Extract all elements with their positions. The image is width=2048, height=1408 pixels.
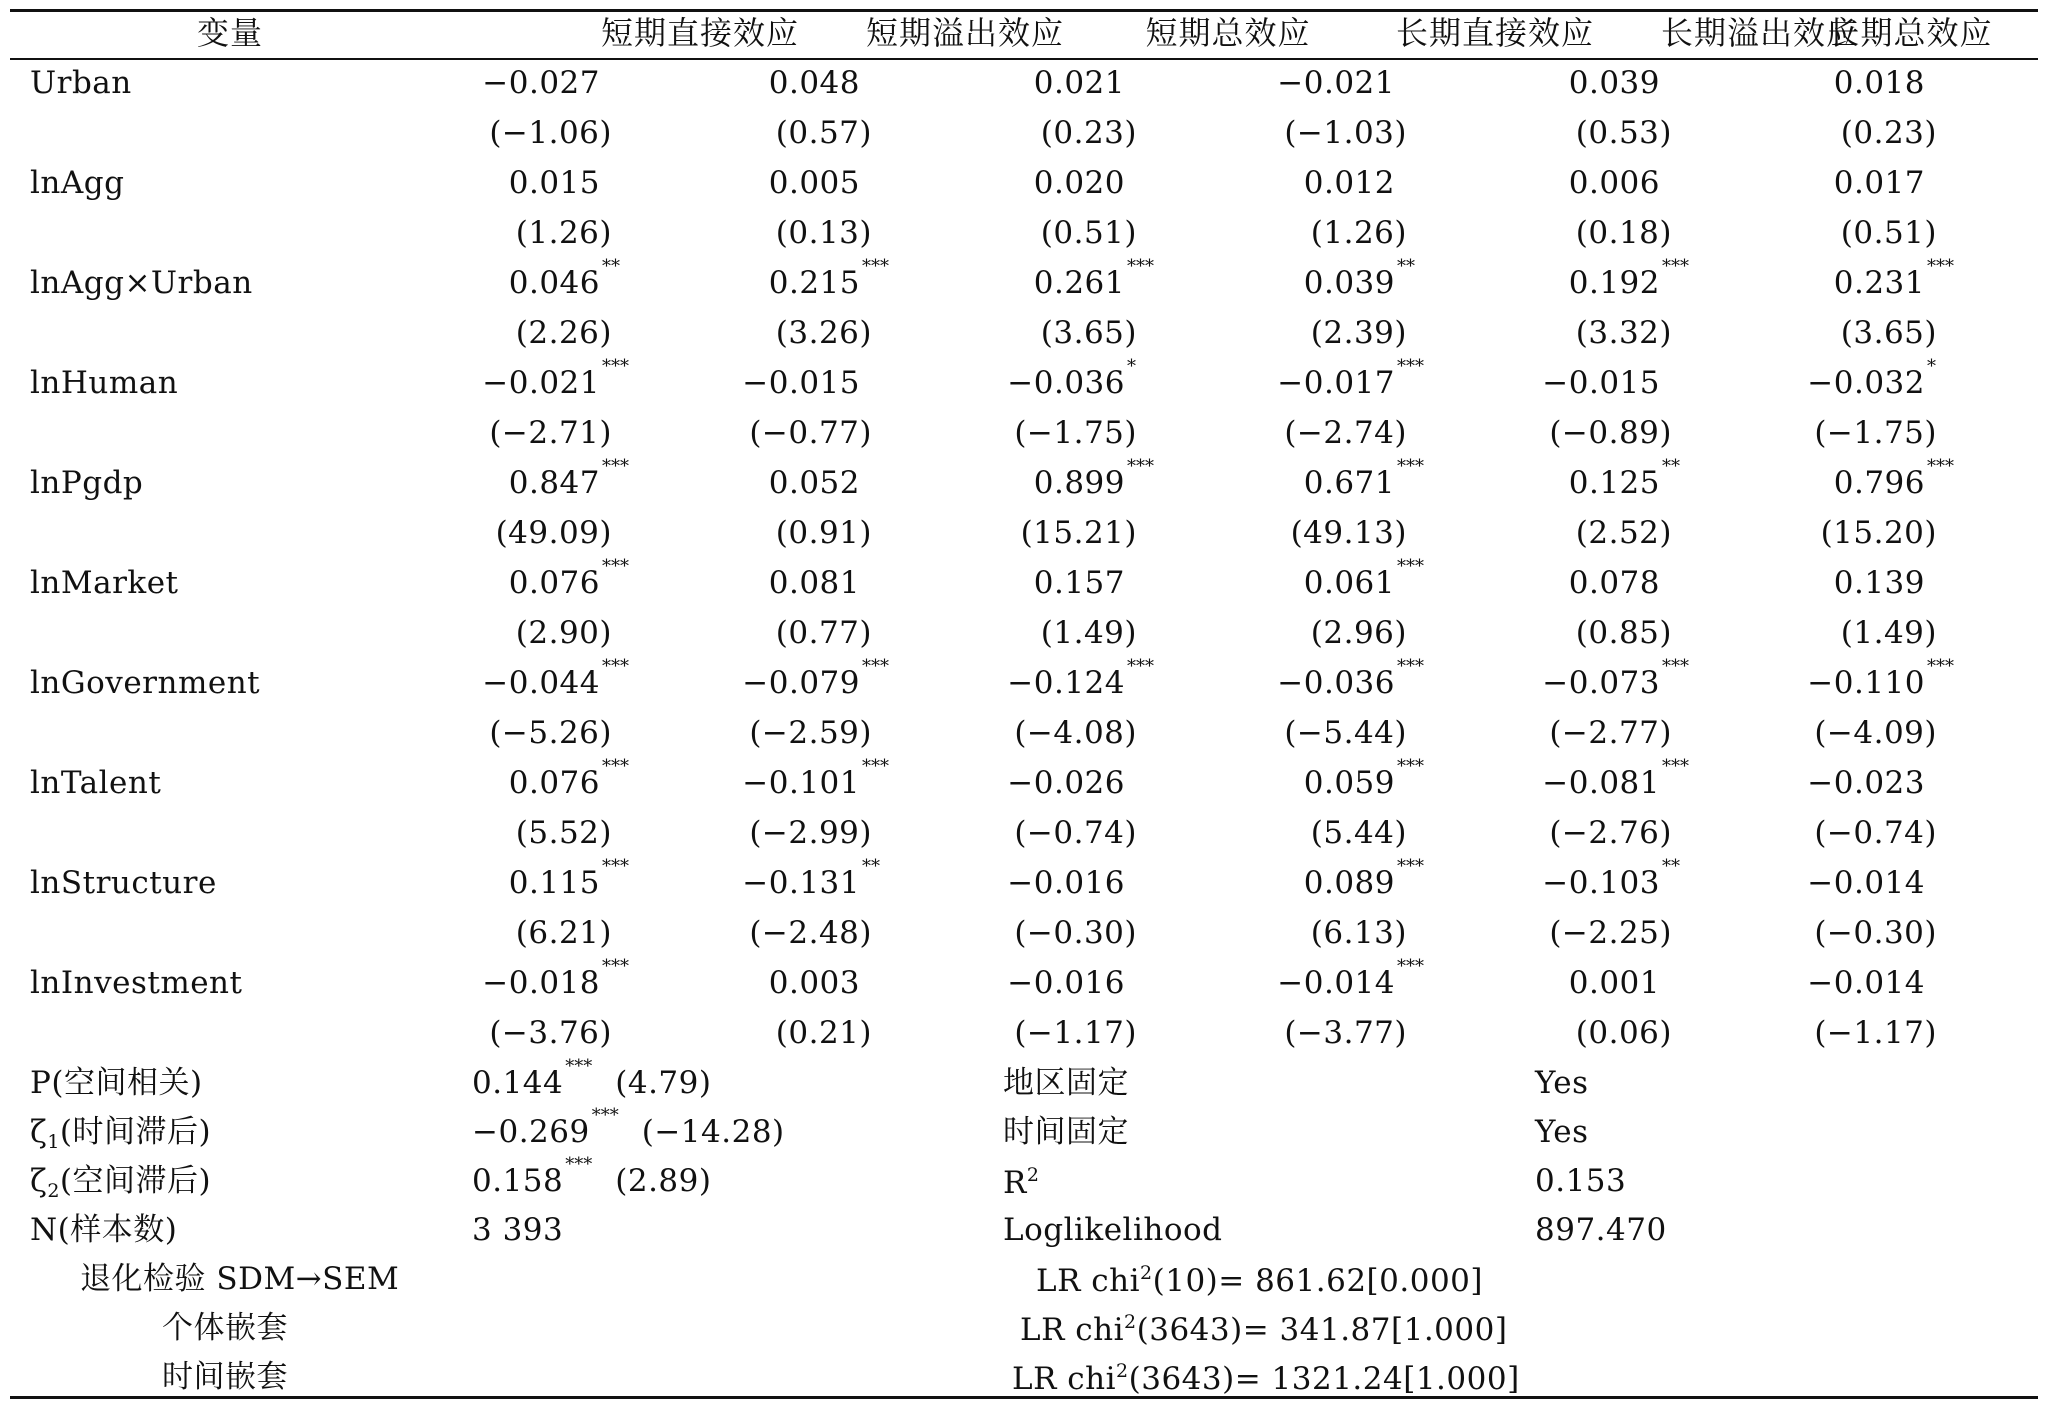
coef-value: −0.026 bbox=[1007, 765, 1125, 801]
t-stat-cell: (0.85) bbox=[1575, 615, 1672, 651]
coef-value: 0.076 bbox=[508, 565, 600, 601]
coef-cell bbox=[1215, 65, 1475, 101]
significance-stars: *** bbox=[602, 856, 629, 877]
significance-stars: *** bbox=[602, 456, 629, 477]
coef-cell bbox=[945, 256, 1205, 301]
t-stat-cell: (0.57) bbox=[775, 115, 872, 151]
n-value: 3 393 bbox=[472, 1212, 564, 1248]
t-stat-cell: (5.44) bbox=[1310, 815, 1407, 851]
coef-cell bbox=[1745, 965, 2005, 1001]
coef-value: 0.157 bbox=[1033, 565, 1125, 601]
coef-cell bbox=[1745, 865, 2005, 901]
t-stat-cell: (0.53) bbox=[1575, 115, 1672, 151]
significance-stars: ** bbox=[1397, 256, 1415, 277]
significance-stars: *** bbox=[1397, 456, 1424, 477]
t-stat-cell: (49.09) bbox=[495, 515, 612, 551]
coef-value: 0.081 bbox=[768, 565, 860, 601]
significance-stars: *** bbox=[1662, 756, 1689, 777]
t-stat-cell: (0.51) bbox=[1040, 215, 1137, 251]
row-label: lnGovernment bbox=[30, 665, 261, 701]
coef-cell bbox=[420, 956, 680, 1001]
t-stat-cell: (0.51) bbox=[1840, 215, 1937, 251]
t-stat-cell: (1.26) bbox=[515, 215, 612, 251]
coef-value: 0.125 bbox=[1568, 465, 1660, 501]
coef-value: −0.103 bbox=[1542, 865, 1660, 901]
coef-cell bbox=[1480, 565, 1740, 601]
t-stat-cell: (6.21) bbox=[515, 915, 612, 951]
t-stat-cell: (−0.74) bbox=[1014, 815, 1137, 851]
n-label: N(样本数) bbox=[30, 1212, 178, 1248]
coef-value: −0.110 bbox=[1807, 665, 1925, 701]
coef-cell bbox=[1215, 956, 1475, 1001]
coef-value: −0.032 bbox=[1807, 365, 1925, 401]
coef-value: 0.012 bbox=[1303, 165, 1395, 201]
coef-cell bbox=[945, 165, 1205, 201]
t-stat-cell: (2.90) bbox=[515, 615, 612, 651]
t-stat-cell: (0.91) bbox=[775, 515, 872, 551]
coef-cell bbox=[1215, 856, 1475, 901]
zeta2-value: 0.158 *** (2.89) bbox=[472, 1154, 712, 1199]
coef-value: −0.015 bbox=[1542, 365, 1660, 401]
coef-cell bbox=[1480, 65, 1740, 101]
coef-cell bbox=[680, 756, 940, 801]
significance-stars: *** bbox=[1127, 656, 1154, 677]
t-stat-cell: (−4.09) bbox=[1814, 715, 1937, 751]
coef-value: −0.044 bbox=[482, 665, 600, 701]
coef-value: −0.014 bbox=[1807, 965, 1925, 1001]
coef-value: −0.027 bbox=[482, 65, 600, 101]
t-stat-cell: (−2.77) bbox=[1549, 715, 1672, 751]
coef-value: −0.018 bbox=[482, 965, 600, 1001]
coef-cell bbox=[1215, 556, 1475, 601]
t-stat-cell: (5.52) bbox=[515, 815, 612, 851]
test-title: 退化检验 SDM→SEM bbox=[80, 1261, 400, 1297]
coef-value: 0.015 bbox=[508, 165, 600, 201]
t-stat-cell: (−2.74) bbox=[1284, 415, 1407, 451]
coef-cell bbox=[420, 456, 680, 501]
coef-cell bbox=[420, 256, 680, 301]
coef-value: 0.078 bbox=[1568, 565, 1660, 601]
t-stat-cell: (−4.08) bbox=[1014, 715, 1137, 751]
significance-stars: *** bbox=[1397, 956, 1424, 977]
coef-cell bbox=[1480, 165, 1740, 201]
t-stat-cell: (−1.06) bbox=[489, 115, 612, 151]
coef-cell bbox=[1215, 165, 1475, 201]
zeta1-value: −0.269 *** (−14.28) bbox=[472, 1105, 785, 1150]
coef-cell bbox=[1215, 456, 1475, 501]
coef-value: −0.101 bbox=[742, 765, 860, 801]
header-col-2: 短期溢出效应 bbox=[865, 14, 1064, 52]
coef-cell bbox=[1745, 656, 2005, 701]
coef-cell bbox=[680, 965, 940, 1001]
t-stat-cell: (0.23) bbox=[1840, 115, 1937, 151]
coef-value: −0.017 bbox=[1277, 365, 1395, 401]
t-stat-cell: (3.65) bbox=[1840, 315, 1937, 351]
significance-stars: *** bbox=[1662, 656, 1689, 677]
coef-value: 0.039 bbox=[1303, 265, 1395, 301]
t-stat-cell: (−5.44) bbox=[1284, 715, 1407, 751]
t-stat-cell: (−2.25) bbox=[1549, 915, 1672, 951]
significance-stars: *** bbox=[602, 956, 629, 977]
significance-stars: * bbox=[1927, 356, 1936, 377]
r-squared-label: $R^2$ bbox=[1003, 1164, 1040, 1201]
t-stat-cell: (−2.99) bbox=[749, 815, 872, 851]
coef-cell bbox=[1745, 765, 2005, 801]
coef-value: 0.006 bbox=[1568, 165, 1660, 201]
coef-value: 0.046 bbox=[508, 265, 600, 301]
coef-value: 0.017 bbox=[1833, 165, 1925, 201]
coef-value: 0.076 bbox=[508, 765, 600, 801]
top-rule bbox=[10, 9, 2038, 12]
coef-value: 0.261 bbox=[1033, 265, 1125, 301]
zeta2-label: $\zeta_2$(空间滞后) bbox=[30, 1163, 212, 1202]
coef-value: 0.052 bbox=[768, 465, 860, 501]
t-stat-cell: (−1.03) bbox=[1284, 115, 1407, 151]
t-stat-cell: (−2.76) bbox=[1549, 815, 1672, 851]
coef-value: 0.231 bbox=[1833, 265, 1925, 301]
coef-cell bbox=[1480, 656, 1740, 701]
coef-cell bbox=[1480, 365, 1740, 401]
t-stat-cell: (0.77) bbox=[775, 615, 872, 651]
significance-stars: ** bbox=[1662, 456, 1680, 477]
t-stat-cell: (−0.89) bbox=[1549, 415, 1672, 451]
t-stat-cell: (−1.75) bbox=[1814, 415, 1937, 451]
coef-cell bbox=[945, 965, 1205, 1001]
coef-value: 0.215 bbox=[768, 265, 860, 301]
t-stat-cell: (−0.77) bbox=[749, 415, 872, 451]
t-stat-cell: (1.49) bbox=[1040, 615, 1137, 651]
t-stat-cell: (15.21) bbox=[1020, 515, 1137, 551]
t-stat-cell: (15.20) bbox=[1820, 515, 1937, 551]
coef-value: −0.079 bbox=[742, 665, 860, 701]
coef-cell bbox=[420, 756, 680, 801]
coef-value: −0.014 bbox=[1277, 965, 1395, 1001]
r-squared-value: 0.153 bbox=[1535, 1163, 1627, 1199]
time-fixed-value: Yes bbox=[1535, 1114, 1589, 1150]
coef-value: −0.021 bbox=[482, 365, 600, 401]
coef-cell bbox=[680, 465, 940, 501]
significance-stars: ** bbox=[862, 856, 880, 877]
coef-cell bbox=[1480, 965, 1740, 1001]
row-label: Urban bbox=[30, 65, 132, 101]
coef-cell bbox=[1480, 256, 1740, 301]
header-col-1: 短期直接效应 bbox=[600, 14, 799, 52]
coef-cell bbox=[680, 256, 940, 301]
t-stat-cell: (−2.71) bbox=[489, 415, 612, 451]
coef-cell bbox=[680, 365, 940, 401]
coef-cell bbox=[420, 656, 680, 701]
coef-value: −0.023 bbox=[1807, 765, 1925, 801]
t-stat-cell: (−5.26) bbox=[489, 715, 612, 751]
significance-stars: *** bbox=[1397, 656, 1424, 677]
t-stat-cell: (3.26) bbox=[775, 315, 872, 351]
loglikelihood-value: 897.470 bbox=[1535, 1212, 1667, 1248]
coef-value: 0.003 bbox=[768, 965, 860, 1001]
t-stat-cell: (2.52) bbox=[1575, 515, 1672, 551]
significance-stars: *** bbox=[1927, 456, 1954, 477]
coef-value: −0.016 bbox=[1007, 965, 1125, 1001]
lr-test-3: LR chi$^2$(3643)= 1321.24[1.000] bbox=[1012, 1360, 1520, 1397]
t-stat-cell: (−1.75) bbox=[1014, 415, 1137, 451]
t-stat-cell: (−3.76) bbox=[489, 1015, 612, 1051]
significance-stars: *** bbox=[1927, 256, 1954, 277]
t-stat-cell: (−3.77) bbox=[1284, 1015, 1407, 1051]
t-stat-cell: (0.18) bbox=[1575, 215, 1672, 251]
coef-value: 0.115 bbox=[508, 865, 600, 901]
rho-value: 0.144 *** (4.79) bbox=[472, 1056, 712, 1101]
coef-cell bbox=[1480, 756, 1740, 801]
significance-stars: *** bbox=[1927, 656, 1954, 677]
row-label: lnInvestment bbox=[30, 965, 243, 1001]
significance-stars: *** bbox=[862, 756, 889, 777]
header-col-5: 长期溢出效应 bbox=[1660, 14, 1859, 52]
t-stat-cell: (−0.30) bbox=[1814, 915, 1937, 951]
coef-cell bbox=[945, 656, 1205, 701]
t-stat-cell: (−0.74) bbox=[1814, 815, 1937, 851]
coef-cell bbox=[420, 65, 680, 101]
row-label: lnAgg bbox=[30, 165, 125, 201]
coef-cell bbox=[1745, 165, 2005, 201]
significance-stars: *** bbox=[1397, 856, 1424, 877]
coef-cell bbox=[680, 65, 940, 101]
significance-stars: *** bbox=[1397, 556, 1424, 577]
row-label: lnHuman bbox=[30, 365, 179, 401]
coef-value: 0.048 bbox=[768, 65, 860, 101]
row-label: lnTalent bbox=[30, 765, 162, 801]
coef-value: 0.020 bbox=[1033, 165, 1125, 201]
region-fixed-value: Yes bbox=[1535, 1065, 1589, 1101]
significance-stars: *** bbox=[1127, 256, 1154, 277]
t-stat-cell: (0.21) bbox=[775, 1015, 872, 1051]
zeta1-label: $\zeta_1$(时间滞后) bbox=[30, 1114, 212, 1153]
t-stat-cell: (49.13) bbox=[1290, 515, 1407, 551]
coef-cell bbox=[945, 65, 1205, 101]
coef-value: 0.139 bbox=[1833, 565, 1925, 601]
lr-test-1: LR chi$^2$(10)= 861.62[0.000] bbox=[1036, 1262, 1483, 1299]
t-stat-cell: (0.13) bbox=[775, 215, 872, 251]
significance-stars: *** bbox=[1397, 756, 1424, 777]
t-stat-cell: (0.23) bbox=[1040, 115, 1137, 151]
coef-value: 0.899 bbox=[1033, 465, 1125, 501]
t-stat-cell: (0.06) bbox=[1575, 1015, 1672, 1051]
coef-cell bbox=[420, 556, 680, 601]
coef-value: 0.192 bbox=[1568, 265, 1660, 301]
time-fixed-label: 时间固定 bbox=[1003, 1114, 1129, 1150]
coef-cell bbox=[1480, 456, 1740, 501]
coef-value: 0.847 bbox=[508, 465, 600, 501]
coef-cell bbox=[1745, 565, 2005, 601]
row-label: lnAgg×Urban bbox=[30, 265, 253, 301]
header-rule bbox=[10, 58, 2038, 60]
coef-cell bbox=[420, 356, 680, 401]
t-stat-cell: (2.39) bbox=[1310, 315, 1407, 351]
coef-cell bbox=[680, 165, 940, 201]
coef-value: 0.018 bbox=[1833, 65, 1925, 101]
coef-value: 0.059 bbox=[1303, 765, 1395, 801]
significance-stars: *** bbox=[602, 756, 629, 777]
t-stat-cell: (−2.59) bbox=[749, 715, 872, 751]
test-time-label: 时间嵌套 bbox=[162, 1359, 288, 1395]
header-variable: 变量 bbox=[196, 14, 263, 52]
coef-value: −0.015 bbox=[742, 365, 860, 401]
coef-cell bbox=[1745, 356, 2005, 401]
significance-stars: *** bbox=[862, 256, 889, 277]
coef-value: 0.061 bbox=[1303, 565, 1395, 601]
t-stat-cell: (−0.30) bbox=[1014, 915, 1137, 951]
t-stat-cell: (−2.48) bbox=[749, 915, 872, 951]
t-stat-cell: (6.13) bbox=[1310, 915, 1407, 951]
t-stat-cell: (−1.17) bbox=[1014, 1015, 1137, 1051]
coef-value: 0.671 bbox=[1303, 465, 1395, 501]
lr-test-2: LR chi$^2$(3643)= 341.87[1.000] bbox=[1020, 1311, 1508, 1348]
significance-stars: ** bbox=[1662, 856, 1680, 877]
coef-cell bbox=[680, 565, 940, 601]
coef-value: −0.131 bbox=[742, 865, 860, 901]
significance-stars: *** bbox=[1662, 256, 1689, 277]
coef-cell bbox=[420, 856, 680, 901]
coef-value: 0.001 bbox=[1568, 965, 1660, 1001]
significance-stars: *** bbox=[602, 356, 629, 377]
t-stat-cell: (2.96) bbox=[1310, 615, 1407, 651]
significance-stars: *** bbox=[862, 656, 889, 677]
coef-value: −0.036 bbox=[1277, 665, 1395, 701]
t-stat-cell: (1.49) bbox=[1840, 615, 1937, 651]
significance-stars: *** bbox=[1397, 356, 1424, 377]
significance-stars: *** bbox=[602, 556, 629, 577]
coef-value: 0.005 bbox=[768, 165, 860, 201]
row-label: lnStructure bbox=[30, 865, 217, 901]
t-stat-cell: (3.65) bbox=[1040, 315, 1137, 351]
t-stat-cell: (3.32) bbox=[1575, 315, 1672, 351]
region-fixed-label: 地区固定 bbox=[1003, 1065, 1129, 1101]
coef-cell bbox=[1745, 256, 2005, 301]
coef-cell bbox=[1215, 356, 1475, 401]
header-col-3: 短期总效应 bbox=[1145, 14, 1311, 52]
coef-value: 0.796 bbox=[1833, 465, 1925, 501]
coef-cell bbox=[945, 865, 1205, 901]
row-label: lnMarket bbox=[30, 565, 179, 601]
significance-stars: ** bbox=[602, 256, 620, 277]
significance-stars: * bbox=[1127, 356, 1136, 377]
header-col-4: 长期直接效应 bbox=[1395, 14, 1594, 52]
coef-cell bbox=[1745, 456, 2005, 501]
coef-cell bbox=[1480, 856, 1740, 901]
coef-cell bbox=[1215, 756, 1475, 801]
coef-value: −0.124 bbox=[1007, 665, 1125, 701]
significance-stars: *** bbox=[1127, 456, 1154, 477]
coef-cell bbox=[1215, 256, 1475, 301]
coef-value: −0.081 bbox=[1542, 765, 1660, 801]
coef-cell bbox=[945, 456, 1205, 501]
coef-value: 0.039 bbox=[1568, 65, 1660, 101]
coef-value: 0.089 bbox=[1303, 865, 1395, 901]
t-stat-cell: (−1.17) bbox=[1814, 1015, 1937, 1051]
coef-cell bbox=[945, 565, 1205, 601]
coef-value: −0.016 bbox=[1007, 865, 1125, 901]
t-stat-cell: (2.26) bbox=[515, 315, 612, 351]
coef-cell bbox=[945, 765, 1205, 801]
rho-label: P(空间相关) bbox=[30, 1065, 203, 1101]
coef-cell bbox=[680, 856, 940, 901]
test-individual-label: 个体嵌套 bbox=[162, 1310, 288, 1346]
coef-value: −0.021 bbox=[1277, 65, 1395, 101]
header-col-6: 长期总效应 bbox=[1827, 14, 1993, 52]
loglikelihood-label: Loglikelihood bbox=[1003, 1212, 1223, 1248]
coef-cell bbox=[680, 656, 940, 701]
coef-cell bbox=[1745, 65, 2005, 101]
coef-cell bbox=[1215, 656, 1475, 701]
coef-cell bbox=[420, 165, 680, 201]
coef-value: 0.021 bbox=[1033, 65, 1125, 101]
coef-value: −0.073 bbox=[1542, 665, 1660, 701]
significance-stars: *** bbox=[602, 656, 629, 677]
coef-value: −0.014 bbox=[1807, 865, 1925, 901]
coef-value: −0.036 bbox=[1007, 365, 1125, 401]
coef-cell bbox=[945, 356, 1205, 401]
row-label: lnPgdp bbox=[30, 465, 144, 501]
t-stat-cell: (1.26) bbox=[1310, 215, 1407, 251]
